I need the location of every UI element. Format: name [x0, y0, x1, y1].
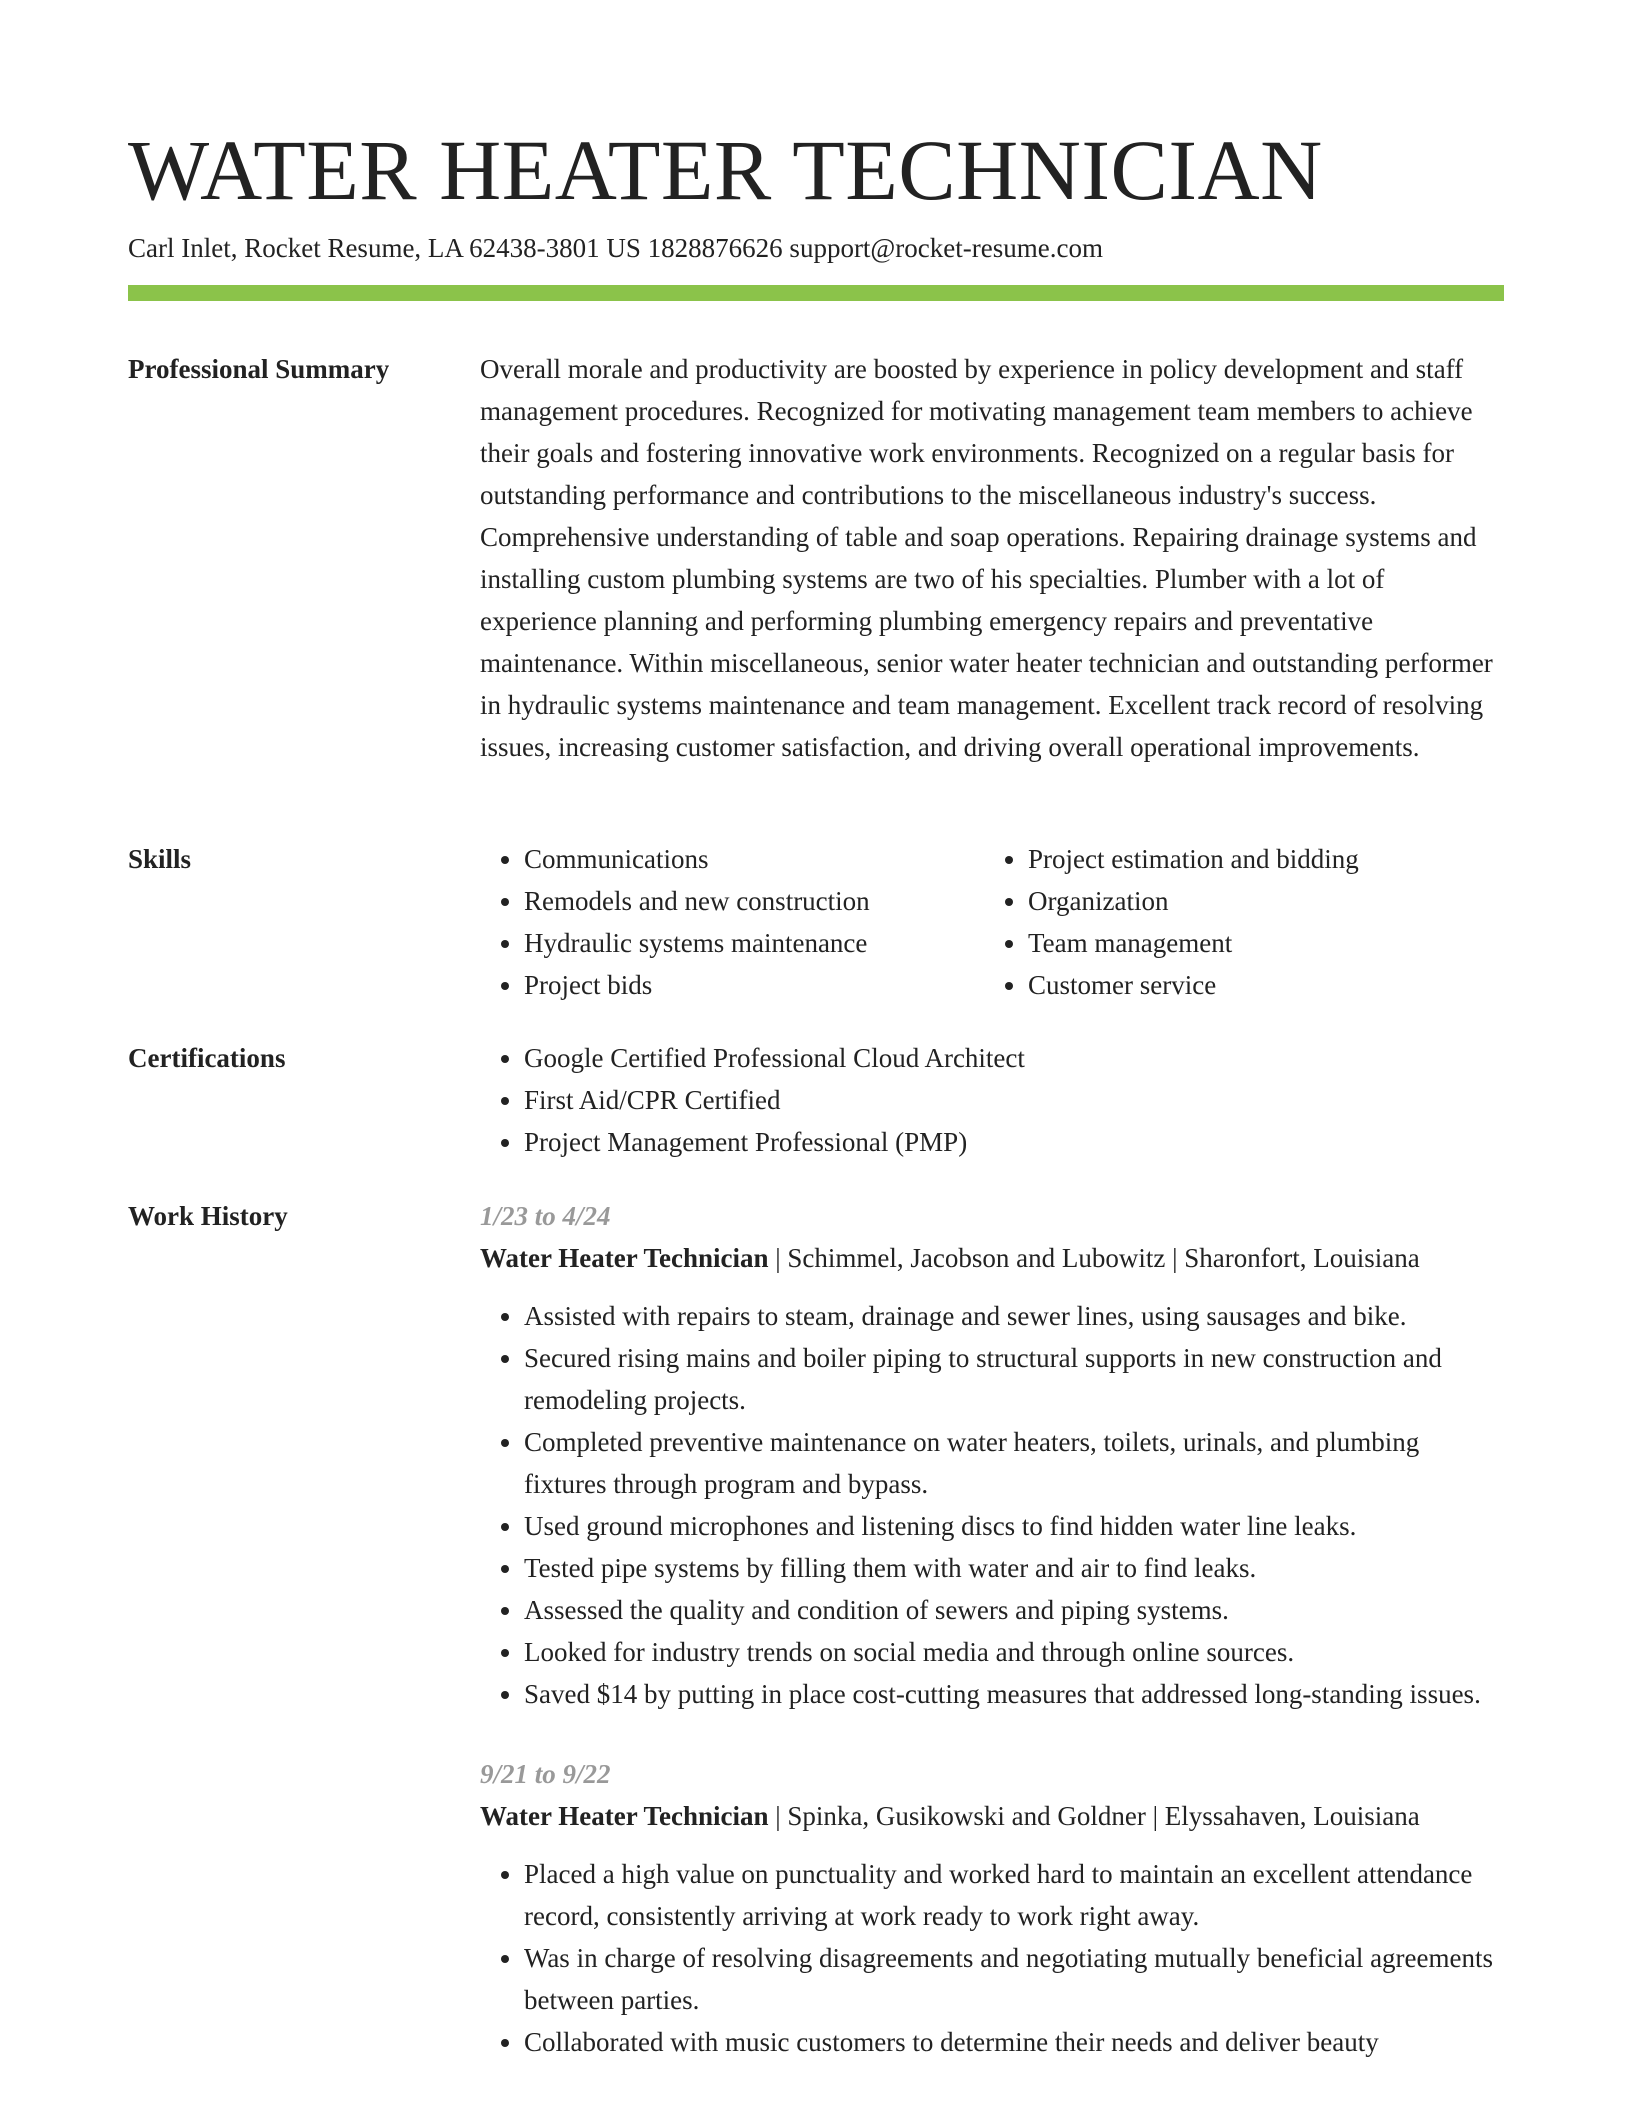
job-dates: 1/23 to 4/24	[480, 1201, 611, 1231]
job-header	[480, 1237, 1504, 1279]
certification-item: • First Aid/CPR Certified	[524, 1079, 1504, 1121]
work-history-section-title: Work History	[128, 1201, 288, 1231]
certification-item: • Project Management Professional (PMP)	[524, 1121, 1504, 1163]
summary-body	[480, 348, 1504, 768]
job-bullet: • Assisted with repairs to steam, drainage and sewer lines, using sausages and bike.	[524, 1295, 1504, 1337]
summary-text: Overall morale and productivity are boosted by experience in policy development and staff management procedures. Recognized for motivating management team members to achieve their goals and fostering innovative work environments. Recognized on a regular basis for outstanding performance and contributions to the miscellaneous industry's success. Comprehensive understanding of table and soap operations. Repairing drainage systems and installing custom plumbing systems are two of his specialties. Plumber with a lot of experience planning and performing plumbing emergency repairs and preventative maintenance. Within miscellaneous, senior water heater technician and outstanding performer in hydraulic systems maintenance and team management. Excellent track record of resolving issues, increasing customer satisfaction, and driving overall operational improvements.	[480, 354, 1493, 762]
job-bullet: • Saved $14 by putting in place cost-cutting measures that addressed long-standing issues.	[524, 1673, 1504, 1715]
job-bullet: • Placed a high value on punctuality and worked hard to maintain an excellent attendance record, consistently arriving at work ready to work right away.	[524, 1853, 1504, 1937]
skills-list-right	[984, 838, 1504, 1006]
job-bullet: • Collaborated with music customers to determine their needs and deliver beauty	[524, 2021, 1504, 2063]
header-accent-rule	[128, 285, 1504, 301]
skill-item: • Customer service	[1028, 964, 1504, 1006]
certification-item: • Google Certified Professional Cloud Architect	[524, 1037, 1504, 1079]
job-bullet: • Used ground microphones and listening discs to find hidden water line leaks.	[524, 1505, 1504, 1547]
job-bullet: • Looked for industry trends on social media and through online sources.	[524, 1631, 1504, 1673]
skill-item: • Team management	[1028, 922, 1504, 964]
job-entry	[480, 1195, 1504, 1715]
skill-item: • Organization	[1028, 880, 1504, 922]
job-bullet-list	[480, 1295, 1504, 1715]
job-bullet: • Secured rising mains and boiler piping to structural supports in new construction and remodeling projects.	[524, 1337, 1504, 1421]
contact-line: Carl Inlet, Rocket Resume, LA 62438-3801 US 1828876626 support@rocket-resume.com	[128, 233, 1103, 263]
skill-item: • Communications	[524, 838, 984, 880]
certifications-list	[480, 1037, 1504, 1163]
job-bullet-list	[480, 1853, 1504, 2063]
job-title: Water Heater Technician	[480, 1801, 769, 1831]
skills-section-title: Skills	[128, 844, 192, 874]
skill-item: • Remodels and new construction	[524, 880, 984, 922]
certifications-body	[480, 1037, 1504, 1163]
work-history-body	[480, 1195, 1504, 2063]
certifications-section-title: Certifications	[128, 1043, 286, 1073]
resume-name-heading: WATER HEATER TECHNICIAN	[128, 122, 1323, 218]
job-dates: 9/21 to 9/22	[480, 1759, 611, 1789]
job-employer-location: | Spinka, Gusikowski and Goldner | Elyssahaven, Louisiana	[768, 1801, 1420, 1831]
job-title: Water Heater Technician	[480, 1243, 769, 1273]
skill-item: • Hydraulic systems maintenance	[524, 922, 984, 964]
job-bullet: • Tested pipe systems by filling them with water and air to find leaks.	[524, 1547, 1504, 1589]
job-bullet: • Completed preventive maintenance on water heaters, toilets, urinals, and plumbing fixtures through program and bypass.	[524, 1421, 1504, 1505]
skills-grid	[480, 838, 1504, 1006]
skills-list-left	[480, 838, 984, 1006]
job-entry	[480, 1753, 1504, 2063]
job-bullet: • Assessed the quality and condition of sewers and piping systems.	[524, 1589, 1504, 1631]
job-employer-location: | Schimmel, Jacobson and Lubowitz | Sharonfort, Louisiana	[768, 1243, 1420, 1273]
skill-item: • Project bids	[524, 964, 984, 1006]
job-header	[480, 1795, 1504, 1837]
summary-section-title: Professional Summary	[128, 354, 390, 384]
job-bullet: • Was in charge of resolving disagreements and negotiating mutually beneficial agreements between parties.	[524, 1937, 1504, 2021]
skill-item: • Project estimation and bidding	[1028, 838, 1504, 880]
